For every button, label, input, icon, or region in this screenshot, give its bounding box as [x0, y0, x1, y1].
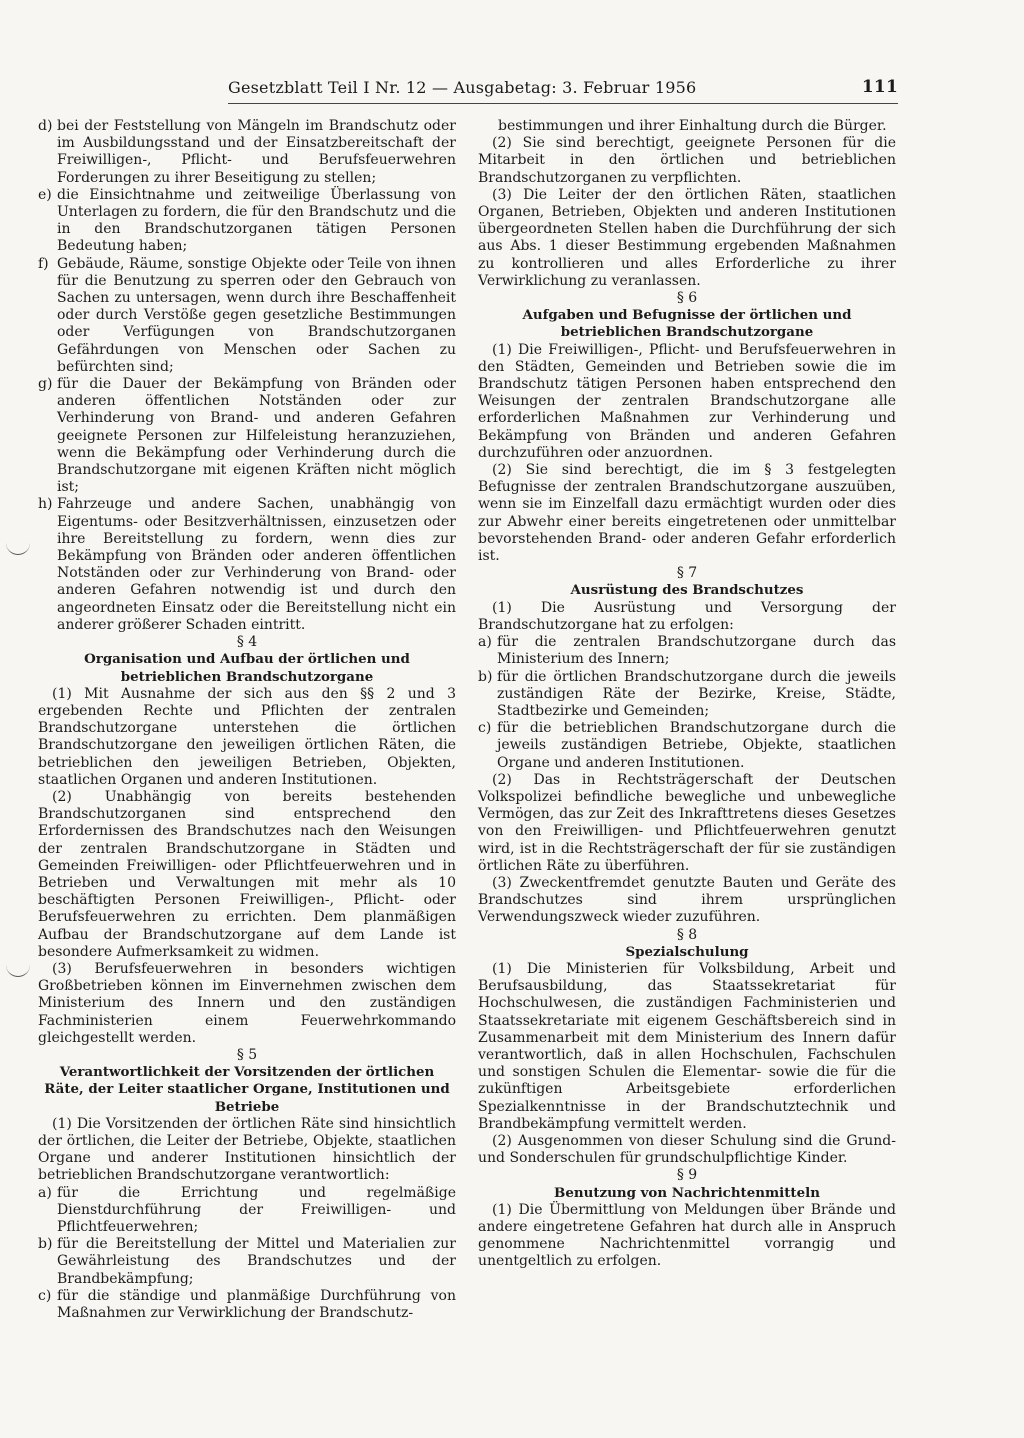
paragraph: (1) Die Übermittlung von Meldungen über Brände und andere eingetretene Gefahren hat durch alle in Anspruch genommene Nachrichtenmittel vorrangig und unentgeltlich zu erfolgen.: [478, 1201, 896, 1270]
section-heading-5: Verantwortlichkeit der Vorsitzenden der örtlichen Räte, der Leiter staatlicher Organe, Institutionen und Betriebe: [44, 1064, 450, 1115]
list-item: [478, 634, 896, 668]
paragraph: (3) Die Leiter der den örtlichen Räten, staatlichen Organen, Betrieben, Objekten und anderen Institutionen übergeordneten Stellen haben die Durchführung der sich aus Abs. 1 dieser Bestimmung ergebenden Maßnahmen zu kontrollieren und alles Erforderliche zu ihrer Verwirklichung zu veranlassen.: [478, 186, 896, 289]
paragraph: (1) Mit Ausnahme der sich aus den §§ 2 und 3 ergebenden Rechte und Pflichten der zentralen Brandschutzorgane unterstehen die örtlichen Brandschutzorgane den jeweiligen örtlichen Räten, die betrieblichen den jeweiligen Betrieben, Objekten, staatlichen Organen und anderen Institutionen.: [38, 685, 456, 788]
list-marker: d): [38, 118, 53, 134]
paragraph: (3) Berufsfeuerwehren in besonders wichtigen Großbetrieben können im Einvernehmen zwischen dem Ministerium des Innern und den zuständigen Fachministerien einem Feuerwehrkommando gleichgestellt werden.: [38, 960, 456, 1046]
list-marker: c): [38, 1287, 52, 1304]
list-marker: h): [38, 496, 53, 513]
paragraph: (3) Zweckentfremdet genutzte Bauten und Geräte des Brandschutzes sind ihrem ursprünglichen Verwendungszweck wieder zuzuführen.: [478, 874, 896, 926]
right-column: [478, 118, 896, 1271]
list-text: Gebäude, Räume, sonstige Objekte oder Teile von ihnen für die Benutzung zu sperren oder den Gebrauch von Sachen zu untersagen, wenn durch ihre Beschaffenheit oder durch Verstöße gegen gesetzliche Bestimmungen oder Verfügungen von Brandschutzorganen Gefährdungen von Menschen oder Sachen zu befürchten sind;: [57, 255, 456, 375]
list-item: [38, 1185, 456, 1237]
list-item: [38, 187, 456, 256]
list-item: [38, 1236, 456, 1288]
section-heading-7: Ausrüstung des Brandschutzes: [570, 582, 804, 599]
page-header: [228, 78, 898, 102]
list-text: für die ständige und planmäßige Durchführung von Maßnahmen zur Verwirklichung der Brandschutz-: [57, 1287, 456, 1322]
paragraph: (2) Sie sind berechtigt, geeignete Personen für die Mitarbeit in den örtlichen und betrieblichen Brandschutzorganen zu verpflichten.: [478, 135, 896, 186]
list-text: die Einsichtnahme und zeitweilige Überlassung von Unterlagen zu fordern, die für den Brandschutz und die in den Brandschutzorganen tätigen Personen Bedeutung haben;: [57, 186, 456, 255]
list-marker: e): [38, 186, 52, 203]
list-item: [38, 1288, 456, 1322]
section-heading-9: Benutzung von Nachrichtenmitteln: [554, 1184, 820, 1201]
list-text: für die Bereitstellung der Mittel und Materialien zur Gewährleistung des Brandschutzes und der Brandbekämpfung;: [57, 1236, 456, 1287]
paragraph: (1) Die Ministerien für Volksbildung, Arbeit und Berufsausbildung, das Staatssekretariat für Hochschulwesen, die zuständigen Fachministerien und Staatssekretariate mit eigenem Geschäftsbereich sind in Zusammenarbeit mit dem Ministerium des Innern dafür verantwortlich, daß in allen Hochschulen, Fachschulen und sonstigen Schulen die Elementar- sowie die für die zukünftigen Arbeitsgebiete erforderlichen Spezialkenntnisse in der Brandschutztechnik und Brandbekämpfung vermittelt werden.: [478, 960, 896, 1132]
margin-pencil-mark: [6, 962, 30, 977]
header-title: Gesetzblatt Teil I Nr. 12 — Ausgabetag: 3. Februar 1956: [228, 78, 697, 97]
section-number-6: § 6: [676, 290, 698, 307]
list-item: [478, 720, 896, 772]
header-divider: [228, 103, 898, 104]
list-marker: b): [38, 1236, 53, 1253]
list-marker: a): [478, 634, 492, 651]
section-number-4: § 4: [236, 634, 258, 651]
list-item: [38, 256, 456, 376]
list-item: [38, 496, 456, 634]
list-text: für die betrieblichen Brandschutzorgane durch die jeweils zuständigen Betriebe, Objekte, staatlichen Organe und anderen Institutionen.: [497, 720, 896, 771]
left-column: [38, 118, 456, 1322]
paragraph: (2) Ausgenommen von dieser Schulung sind die Grund- und Sonderschulen für grundschulpflichtige Kinder.: [478, 1132, 896, 1167]
paragraph: (1) Die Freiwilligen-, Pflicht- und Berufsfeuerwehren in den Städten, Gemeinden und Betrieben sowie die im Brandschutz tätigen Personen haben entsprechend den Weisungen der zentralen Brandschutzorgane alle erforderlichen Maßnahmen zur Verhinderung und Bekämpfung von Bränden und anderen Gefahren durchzuführen oder anzuordnen.: [478, 341, 896, 461]
paragraph: (2) Unabhängig von bereits bestehenden Brandschutzorganen sind entsprechend den Erfordernissen des Brandschutzes nach den Weisungen der zentralen Brandschutzorgane in Städten und Gemeinden Freiwilligen- oder Pflichtfeuerwehren und in Betrieben und Verwaltungen mit mehr als 10 beschäftigten Personen Freiwilligen-, Pflicht- oder Berufsfeuerwehren zu errichten. Dem planmäßigen Aufbau der Brandschutzorgane auf dem Lande ist besondere Aufmerksamkeit zu widmen.: [38, 788, 456, 960]
list-marker: g): [38, 376, 53, 393]
list-text: für die Dauer der Bekämpfung von Bränden oder anderen öffentlichen Notständen oder zur Verhinderung von Brand- und anderen Gefahren geeignete Personen zur Hilfeleistung heranzuziehen, wenn die Bekämpfung oder Verhinderung durch die Brandschutzorgane mit eigenen Kräften nicht möglich ist;: [57, 376, 456, 496]
list-marker: a): [38, 1184, 52, 1201]
list-marker: c): [478, 720, 492, 737]
list-text: Fahrzeuge und andere Sachen, unabhängig von Eigentums- oder Besitzverhältnissen, einzusetzen oder ihre Bereitstellung zu fordern, wenn dies zur Bekämpfung von Bränden oder anderen öffentlichen Notständen oder zur Verhinderung von Brand- oder anderen Gefahren notwendig ist und durch den angeordneten Einsatz oder die Bereitstellung nicht ein anderer größerer Schaden eintritt.: [57, 496, 456, 633]
section-heading-6: Aufgaben und Befugnisse der örtlichen und betrieblichen Brandschutzorgane: [522, 307, 852, 341]
section-number-7: § 7: [676, 565, 698, 582]
continuation-text: bestimmungen und ihrer Einhaltung durch die Bürger.: [498, 118, 887, 134]
paragraph: (2) Sie sind berechtigt, die im § 3 festgelegten Befugnisse der zentralen Brandschutzorgane auszuüben, wenn sie im Einzelfall dazu ermächtigt wurden oder dies zur Abwehr einer bereits eingetretenen oder unmittelbar bevorstehenden Brand- oder anderen Gefahr erforderlich ist.: [478, 462, 896, 565]
list-marker: b): [478, 668, 493, 685]
list-item: [478, 669, 896, 721]
section-heading-4: Organisation und Aufbau der örtlichen und betrieblichen Brandschutzorgane: [84, 651, 410, 685]
list-item: [38, 118, 456, 187]
section-number-9: § 9: [676, 1167, 698, 1184]
section-number-8: § 8: [676, 926, 698, 943]
paragraph: (1) Die Ausrüstung und Versorgung der Brandschutzorgane hat zu erfolgen:: [478, 599, 896, 633]
section-number-5: § 5: [236, 1046, 258, 1063]
list-text: für die zentralen Brandschutzorgane durch das Ministerium des Innern;: [497, 634, 896, 668]
margin-pencil-mark: [6, 540, 30, 555]
list-marker: f): [38, 255, 49, 272]
list-item: [38, 376, 456, 496]
list-text: für die Errichtung und regelmäßige Dienstdurchführung der Freiwilligen- und Pflichtfeuerwehren;: [57, 1184, 456, 1235]
paragraph: (1) Die Vorsitzenden der örtlichen Räte sind hinsichtlich der örtlichen, die Leiter der Betriebe, Objekte, staatlichen Organe und anderer Institutionen hinsichtlich der betrieblichen Brandschutzorgane verantwortlich:: [38, 1115, 456, 1184]
section-heading-8: Spezialschulung: [625, 943, 749, 960]
paragraph: (2) Das in Rechtsträgerschaft der Deutschen Volkspolizei befindliche bewegliche und unbewegliche Vermögen, das zur Zeit des Inkrafttretens dieses Gesetzes von den Freiwilligen- und Pflichtfeuerwehren genutzt wird, ist in die Rechtsträgerschaft der für sie zuständigen örtlichen Räte zu überführen.: [478, 771, 896, 874]
list-text: bei der Feststellung von Mängeln im Brandschutz oder im Ausbildungsstand und der Einsatzbereitschaft der Freiwilligen-, Pflicht- und Berufsfeuerwehren Forderungen zu ihrer Beseitigung zu stellen;: [57, 118, 456, 186]
list-text: für die örtlichen Brandschutzorgane durch die jeweils zuständigen Räte der Bezirke, Kreise, Städte, Stadtbezirke und Gemeinden;: [497, 668, 896, 719]
page-number: 111: [861, 77, 898, 97]
